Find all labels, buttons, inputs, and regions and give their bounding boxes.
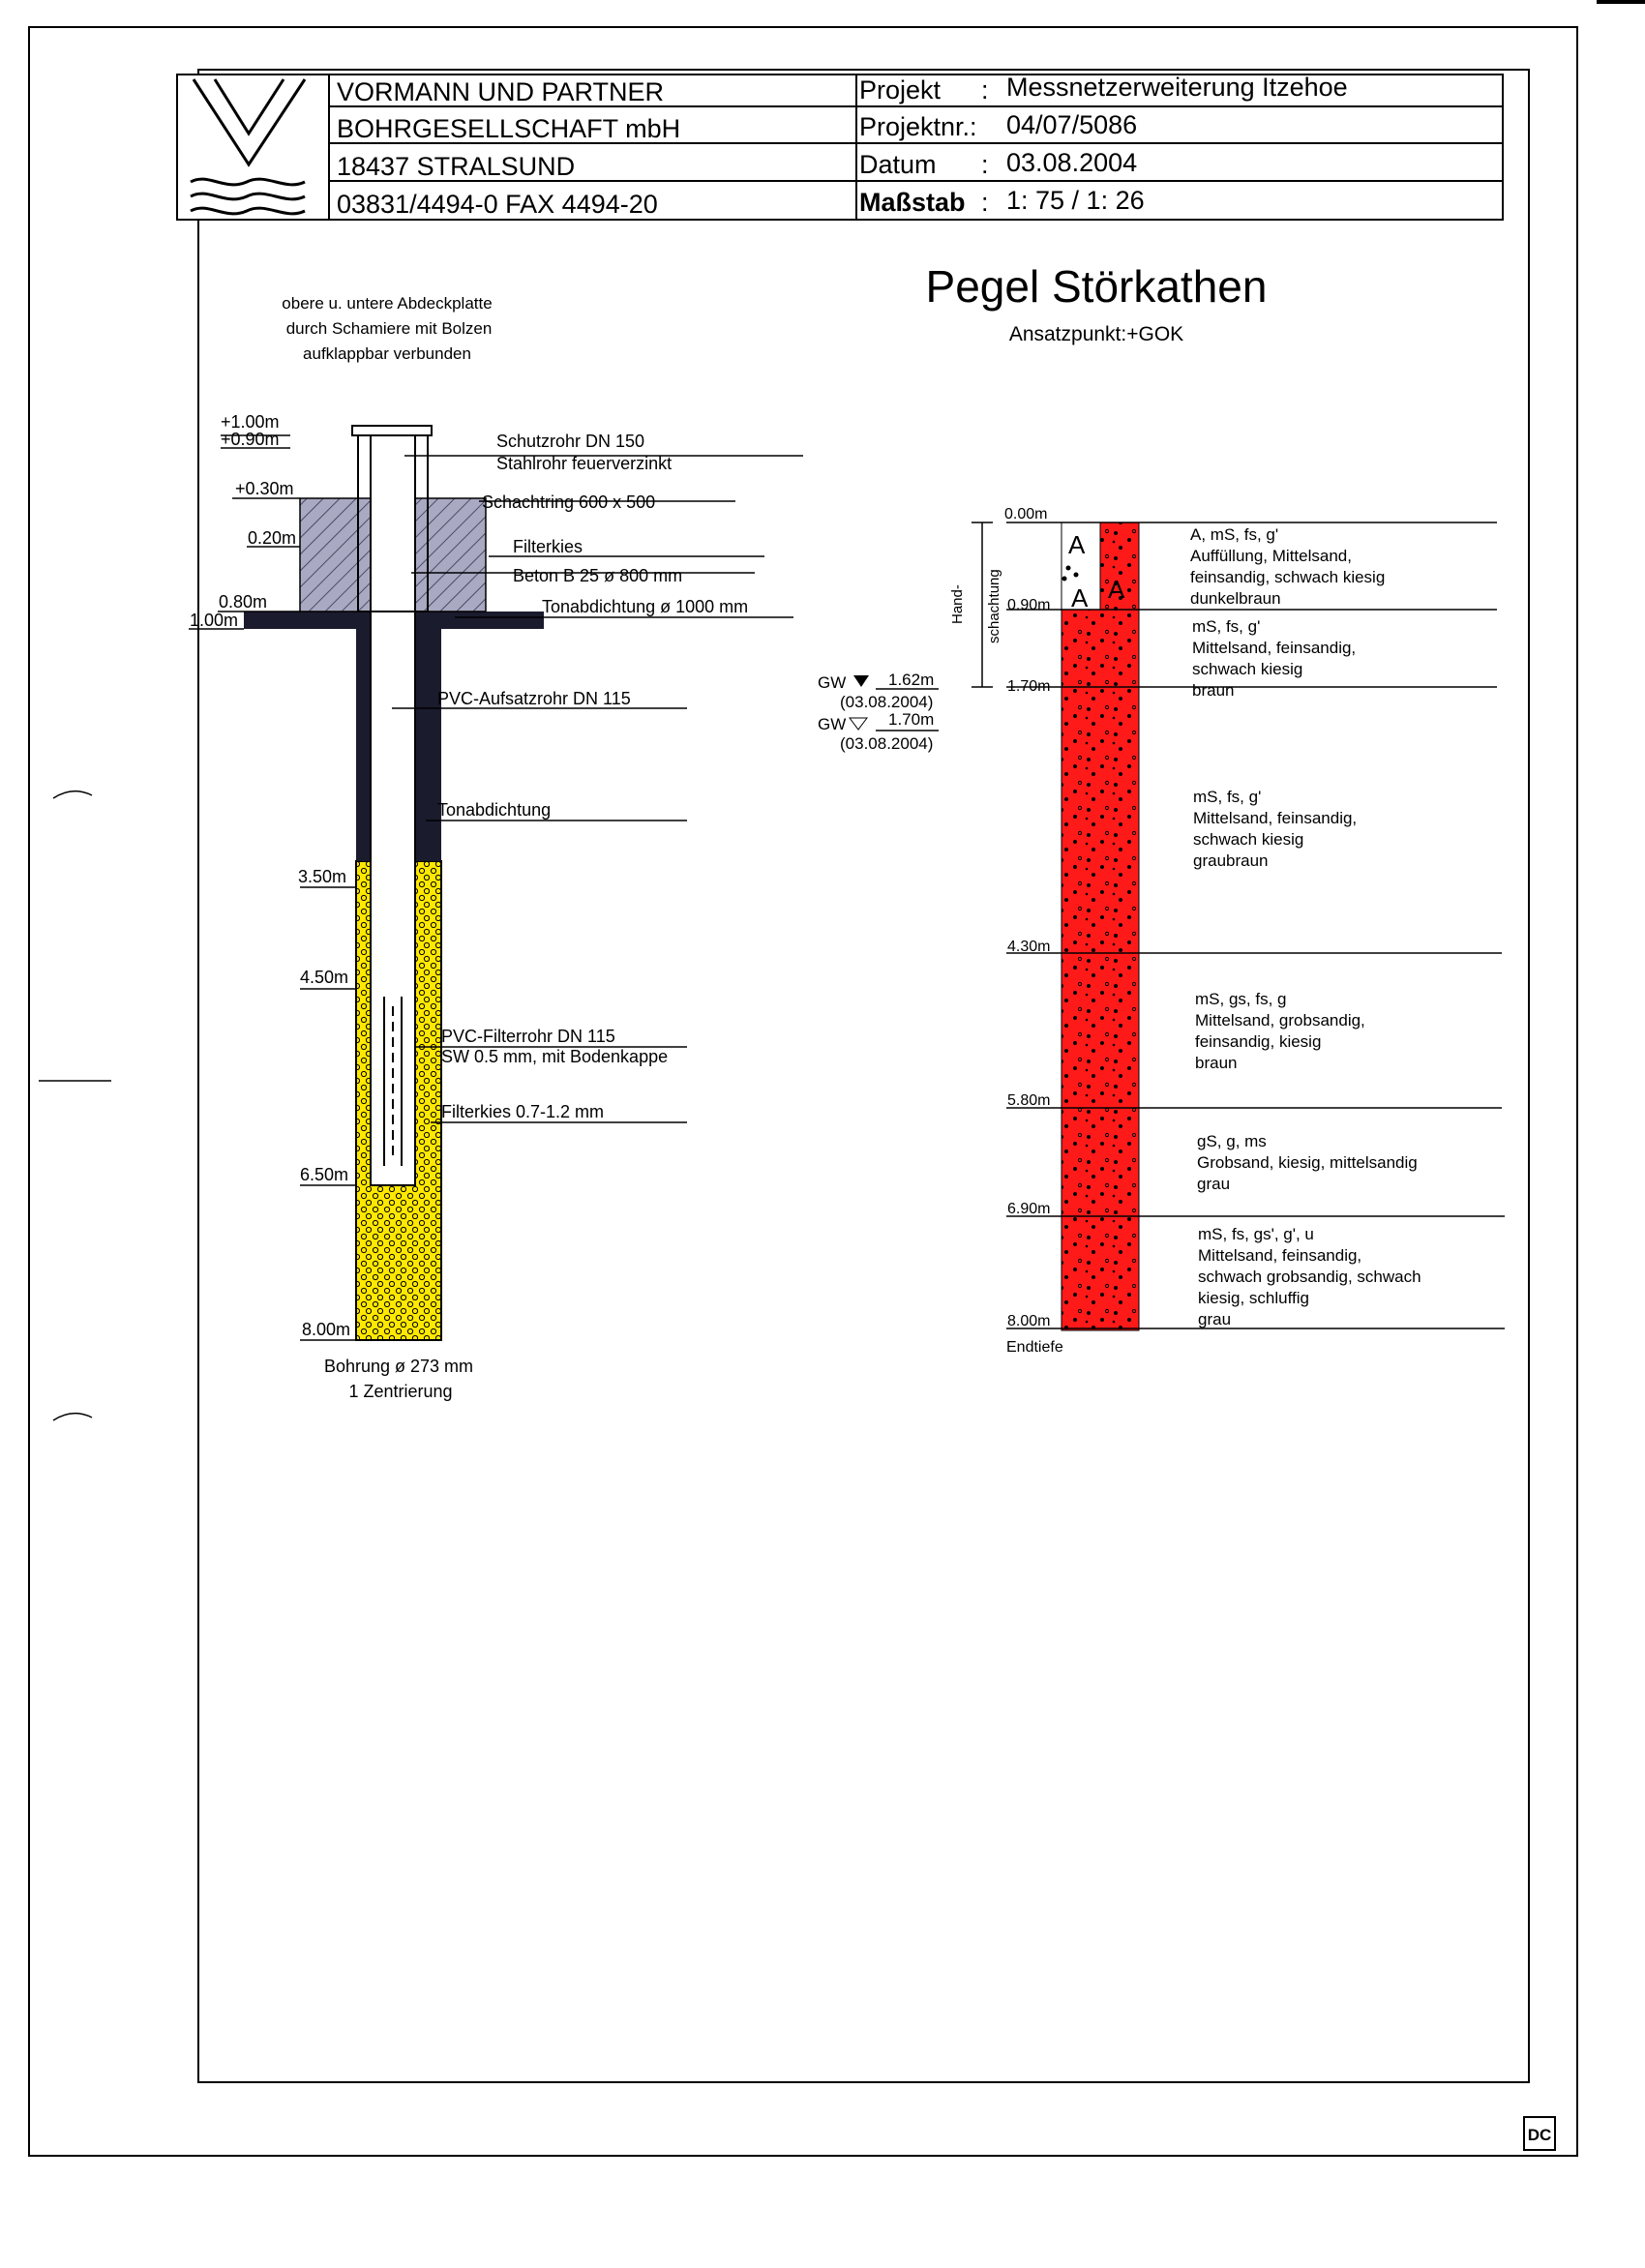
fill-symbol: A <box>1068 530 1086 559</box>
footer-code: DC <box>1527 2126 1552 2144</box>
profile-column <box>1062 610 1139 1330</box>
date-value: 03.08.2004 <box>1006 148 1138 177</box>
layer-desc: feinsandig, schwach kiesig <box>1190 568 1386 586</box>
project-label: Projekt <box>859 75 942 104</box>
well-diagram <box>189 412 803 1401</box>
company-type: BOHRGESELLSCHAFT mbH <box>337 114 681 143</box>
company-phone: 03831/4494-0 FAX 4494-20 <box>337 190 658 219</box>
depth-label: 5.80m <box>1007 1092 1051 1109</box>
layer-desc: kiesig, schluffig <box>1198 1289 1309 1307</box>
layer-desc: schwach grobsandig, schwach <box>1198 1268 1421 1286</box>
scale-sep: : <box>981 188 989 217</box>
layer-code: mS, fs, gs', g', u <box>1198 1225 1314 1243</box>
level-label: 6.50m <box>300 1165 349 1184</box>
borehole-note: Bohrung ø 273 mm <box>323 1357 474 1376</box>
project-sep: : <box>981 75 989 104</box>
layer-color: grau <box>1198 1310 1232 1328</box>
layer-color: braun <box>1195 1054 1238 1072</box>
depth-label: 6.90m <box>1007 1201 1051 1217</box>
layer-code: gS, g, ms <box>1197 1132 1267 1150</box>
projectnr-value: 04/07/5086 <box>1006 110 1138 139</box>
callout-label: Beton B 25 ø 800 mm <box>513 566 683 585</box>
note-line: durch Schamiere mit Bolzen <box>285 319 493 338</box>
layer-desc: Auffüllung, Mittelsand, <box>1190 547 1352 565</box>
level-label: 4.50m <box>300 968 349 987</box>
punch-marks <box>39 791 111 1420</box>
gw-date: (03.08.2004) <box>840 693 934 711</box>
callout-label: SW 0.5 mm, mit Bodenkappe <box>441 1047 669 1066</box>
company-name: VORMANN UND PARTNER <box>337 77 665 106</box>
layer-desc: Grobsand, kiesig, mittelsandig <box>1197 1153 1418 1172</box>
scale-value: 1: 75 / 1: 26 <box>1006 186 1145 215</box>
cover-plate <box>352 426 432 435</box>
hand-excavation-label: Hand- <box>949 584 966 624</box>
gw-date: (03.08.2004) <box>840 734 934 753</box>
level-label: +1.00m <box>221 412 280 432</box>
level-label: 3.50m <box>298 867 347 886</box>
end-depth-label: Endtiefe <box>1006 1339 1063 1356</box>
callout-label: Schachtring 600 x 500 <box>482 492 656 512</box>
gw-depth: 1.70m <box>888 710 935 729</box>
layer-desc: schwach kiesig <box>1192 660 1303 678</box>
level-label: +0.90m <box>221 430 280 449</box>
gw-static-icon <box>850 718 867 730</box>
hand-excavation-label: schachtung <box>986 569 1002 643</box>
borehole-note: 1 Zentrierung <box>348 1382 453 1401</box>
note-line: obere u. untere Abdeckplatte <box>282 294 493 313</box>
callout-label: Schutzrohr DN 150 <box>496 432 645 451</box>
outer-frame <box>29 27 1577 2156</box>
layer-color: graubraun <box>1193 851 1269 870</box>
callout-label: PVC-Aufsatzrohr DN 115 <box>437 689 631 708</box>
layer-code: mS, gs, fs, g <box>1195 990 1287 1008</box>
gw-depth: 1.62m <box>888 671 935 689</box>
layer-desc: Mittelsand, feinsandig, <box>1192 639 1357 657</box>
level-label: 0.20m <box>248 528 297 548</box>
fill-symbol: A <box>1108 575 1125 604</box>
company-city: 18437 STRALSUND <box>337 152 576 181</box>
note-line: aufklappbar verbunden <box>303 344 471 363</box>
gw-label: GW <box>818 673 847 692</box>
date-label: Datum <box>859 150 937 179</box>
depth-label: 4.30m <box>1007 939 1051 955</box>
callout-label: Tonabdichtung <box>437 800 552 820</box>
layer-code: mS, fs, g' <box>1193 788 1262 806</box>
level-label: 1.00m <box>190 611 239 630</box>
scale-label: Maßstab <box>859 188 966 217</box>
layer-desc: Mittelsand, grobsandig, <box>1195 1011 1365 1030</box>
header-block <box>177 73 1503 220</box>
layer-code: A, mS, fs, g' <box>1190 525 1279 544</box>
fill-symbol: A <box>1071 583 1089 612</box>
callout-label: Filterkies 0.7-1.2 mm <box>441 1102 605 1121</box>
soil-profile <box>949 506 1505 1356</box>
gw-measured-icon <box>853 675 869 687</box>
layer-desc: Mittelsand, feinsandig, <box>1198 1246 1362 1265</box>
page-subtitle: Ansatzpunkt:+GOK <box>1008 323 1184 345</box>
callout-label: PVC-Filterrohr DN 115 <box>441 1027 615 1046</box>
projectnr-label: Projektnr.: <box>859 112 977 141</box>
project-value: Messnetzerweiterung Itzehoe <box>1006 73 1348 102</box>
layer-desc: feinsandig, kiesig <box>1195 1032 1322 1051</box>
gw-label: GW <box>818 715 847 733</box>
layer-code: mS, fs, g' <box>1192 617 1261 636</box>
callout-label: Filterkies <box>513 537 583 556</box>
callout-label: Tonabdichtung ø 1000 mm <box>542 597 749 616</box>
callout-label: Stahlrohr feuerverzinkt <box>496 454 673 473</box>
layer-color: grau <box>1197 1175 1231 1193</box>
depth-label: 0.90m <box>1007 597 1051 613</box>
level-label: 0.80m <box>219 592 268 612</box>
groundwater-markers <box>818 671 939 753</box>
page-title: Pegel Störkathen <box>925 261 1268 312</box>
depth-label: 8.00m <box>1007 1313 1051 1329</box>
layer-color: braun <box>1192 681 1235 700</box>
layer-color: dunkelbraun <box>1190 589 1281 608</box>
depth-label: 0.00m <box>1004 506 1048 522</box>
level-label: 8.00m <box>302 1320 351 1339</box>
date-sep: : <box>981 150 989 179</box>
depth-label: 1.70m <box>1007 678 1051 695</box>
layer-desc: Mittelsand, feinsandig, <box>1193 809 1358 827</box>
level-label: +0.30m <box>235 479 294 498</box>
layer-desc: schwach kiesig <box>1193 830 1304 849</box>
